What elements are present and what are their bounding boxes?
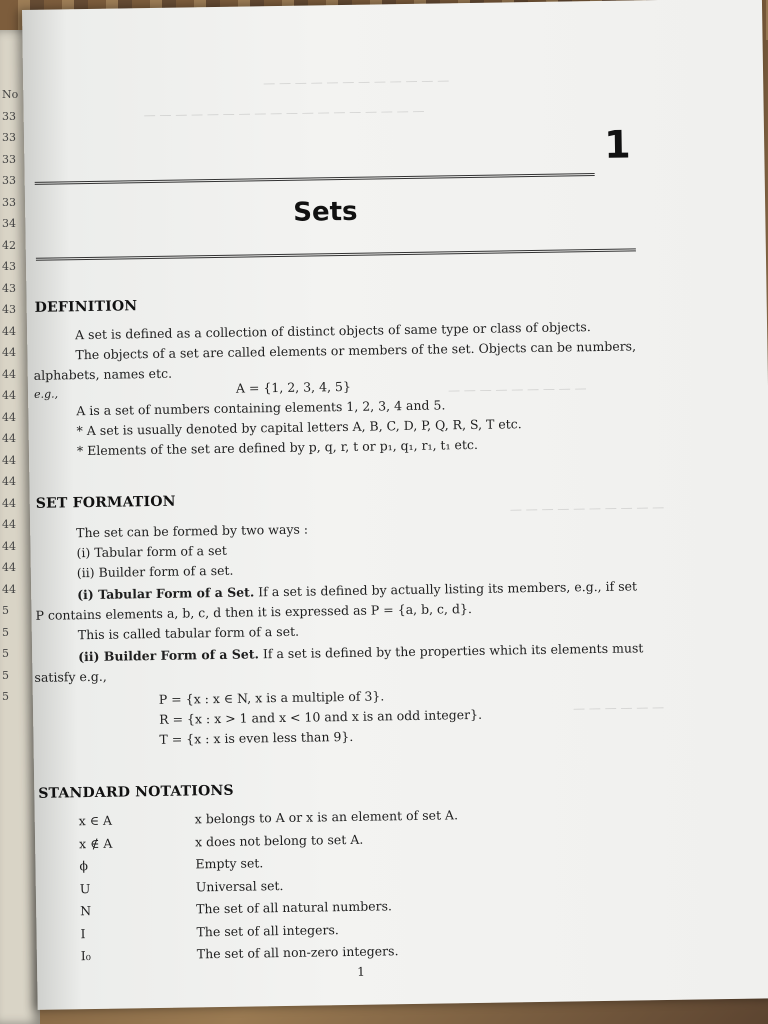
definition-line: A set is defined as a collection of distinct objects of same type or class of objects.: [74, 319, 591, 343]
notation-meaning: Universal set.: [195, 877, 284, 894]
page-number: 1: [357, 964, 365, 979]
tabular-form-line3: This is called tabular form of a set.: [77, 623, 300, 643]
notation-meaning: Empty set.: [195, 855, 264, 872]
notation-symbol: I: [80, 925, 86, 941]
previous-page-edge-text: 33: [2, 109, 16, 123]
previous-page-edge-text: 42: [2, 238, 16, 252]
previous-page-edge-text: 44: [2, 389, 16, 402]
bleed-through-text: — — — — — — — — — — — — — — — — — —: [143, 103, 425, 123]
previous-page-edge-text: 44: [2, 496, 16, 510]
formation-way: (ii) Builder form of a set.: [76, 562, 234, 581]
notation-symbol: N: [80, 903, 92, 919]
previous-page-edge-text: 44: [2, 561, 16, 574]
formation-way: (i) Tabular form of a set: [76, 542, 227, 561]
notation-meaning: The set of all integers.: [196, 921, 339, 939]
builder-example: P = {x : x ∈ N, x is a multiple of 3}.: [158, 688, 385, 707]
definition-bullet: * A set is usually denoted by capital letters A, B, C, D, P, Q, R, S, T etc.: [76, 416, 522, 439]
notation-meaning: x belongs to A or x is an element of set A.: [194, 807, 459, 827]
bleed-through-text: — — — — — — — — — —: [509, 499, 665, 517]
tabular-form-title: (i) Tabular Form of a Set.: [77, 584, 255, 603]
notation-meaning: The set of all non-zero integers.: [196, 943, 399, 962]
previous-page-edge-text: 5: [2, 625, 9, 639]
definition-line: alphabets, names etc.: [33, 365, 173, 383]
previous-page-edge-text: 33: [2, 152, 16, 166]
notation-meaning: The set of all natural numbers.: [196, 898, 393, 917]
section-heading-set-formation: SET FORMATION: [35, 493, 176, 512]
tabular-form-text: If a set is defined by actually listing its members, e.g., if set: [254, 578, 638, 600]
previous-page-edge-text: 5: [2, 647, 9, 660]
previous-page-edge-text: 44: [2, 582, 16, 596]
chapter-title: Sets: [292, 196, 358, 228]
book-page: [22, 0, 768, 1010]
builder-example: T = {x : x is even less than 9}.: [159, 728, 354, 747]
section-heading-standard-notations: STANDARD NOTATIONS: [38, 782, 234, 802]
previous-page-edge-text: 5: [2, 604, 9, 617]
chapter-rule-bottom: [36, 248, 636, 260]
previous-page-edge-text: 34: [2, 217, 16, 230]
definition-example: A = {1, 2, 3, 4, 5}: [235, 378, 351, 396]
definition-bullet: * Elements of the set are defined by p, q, r, t or p₁, q₁, r₁, t₁ etc.: [76, 436, 479, 459]
previous-page-edge-text: 44: [2, 475, 16, 488]
eg-label: e.g.,: [33, 387, 59, 401]
previous-page-edge-text: 44: [2, 539, 16, 553]
builder-form-line2: satisfy e.g.,: [34, 668, 107, 685]
builder-form-text: If a set is defined by the properties which its elements must: [258, 640, 644, 662]
builder-example: R = {x : x > 1 and x < 10 and x is an odd integer}.: [159, 706, 483, 727]
chapter-rule-top: [35, 173, 595, 185]
section-heading-definition: DEFINITION: [34, 298, 138, 316]
tabular-form-line: [77, 578, 637, 602]
notation-symbol: U: [79, 880, 91, 896]
previous-page-edge-text: 43: [2, 303, 16, 316]
previous-page-edge-text: 33: [2, 131, 16, 144]
previous-page-edge-text: 43: [2, 260, 16, 273]
definition-after: A is a set of numbers containing elements 1, 2, 3, 4 and 5.: [76, 397, 446, 419]
previous-page-edge-text: 44: [2, 518, 16, 531]
bleed-through-text: — — — — — — — — —: [447, 381, 587, 398]
previous-page-edge-text: 44: [2, 453, 16, 467]
formation-intro: The set can be formed by two ways :: [76, 521, 309, 541]
previous-page-edge-text: 43: [2, 281, 16, 295]
bleed-through-text: — — — — — —: [572, 700, 665, 716]
definition-line: The objects of a set are called elements or members of the set. Objects can be numbers,: [75, 338, 637, 363]
notation-symbol: x ∈ A: [78, 812, 113, 829]
previous-page-edge-text: 44: [2, 367, 16, 381]
previous-page-edge-text: 44: [2, 432, 16, 445]
previous-page-edge-text: 33: [2, 195, 16, 209]
notation-meaning: x does not belong to set A.: [194, 831, 364, 849]
builder-form-title: (ii) Builder Form of a Set.: [78, 646, 260, 665]
previous-page-edge-text: No: [2, 88, 19, 101]
previous-page-edge-text: 44: [2, 324, 16, 338]
tabular-form-line2: P contains elements a, b, c, d then it is expressed as P = {a, b, c, d}.: [35, 601, 472, 623]
previous-page-edge-text: 5: [2, 668, 9, 682]
notation-symbol: ϕ: [79, 858, 89, 874]
bleed-through-text: — — — — — — — — — — — —: [263, 73, 450, 91]
notation-symbol: x ∉ A: [78, 835, 113, 851]
chapter-number: 1: [603, 122, 631, 167]
previous-page-edge-text: 33: [2, 174, 16, 187]
builder-form-line: [78, 640, 643, 664]
previous-page-edge-text: 44: [2, 410, 16, 424]
notation-symbol: I₀: [80, 948, 91, 964]
previous-page-edge-text: 5: [2, 690, 9, 703]
previous-page-edge-text: 44: [2, 346, 16, 359]
